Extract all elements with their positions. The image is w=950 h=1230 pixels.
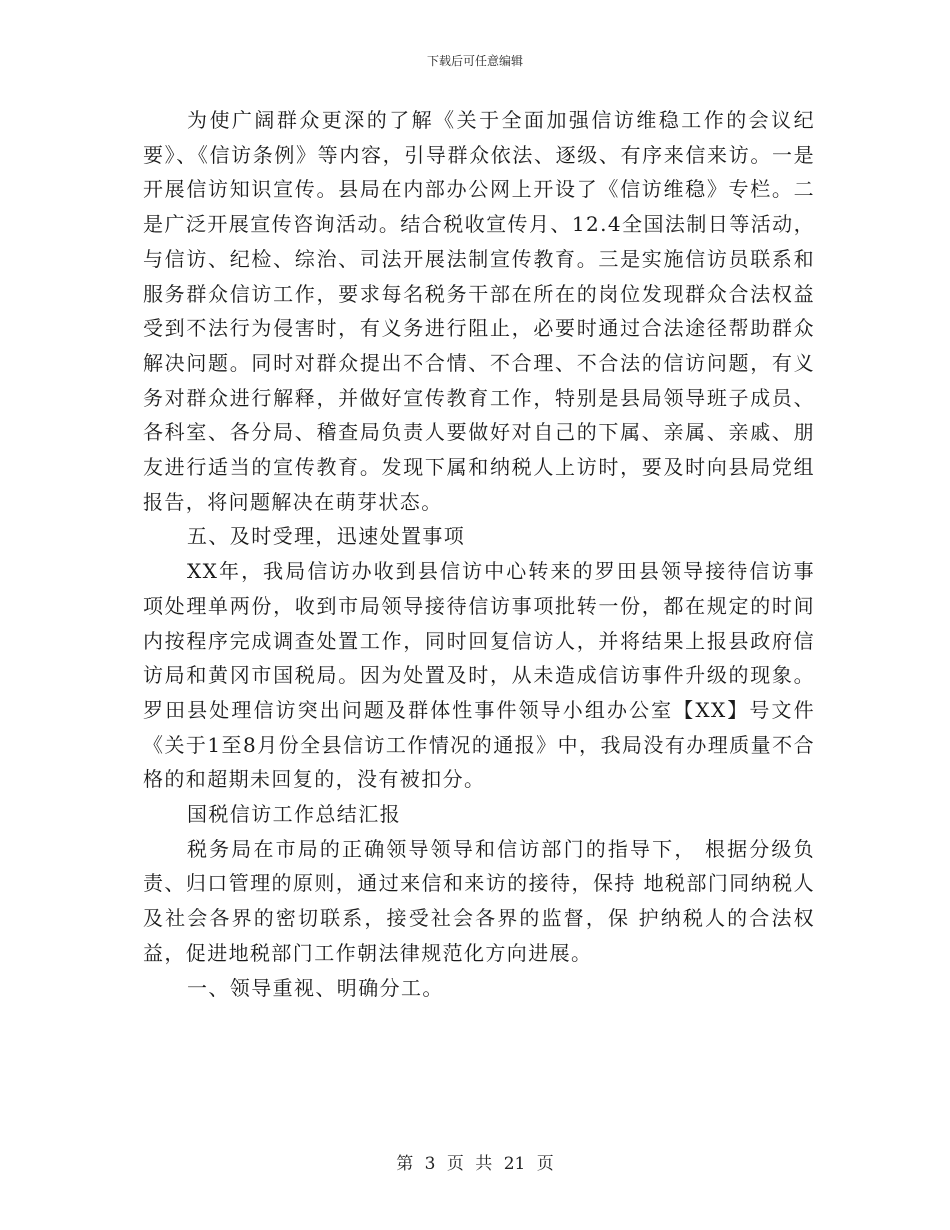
document-subtitle: 国税信访工作总结汇报 <box>187 802 401 827</box>
paragraph-handling: XX年，我局信访办收到县信访中心转来的罗田县领导接待信访事项处理单两份，收到市局领导接待信访事项批转一份，都在规定的时间内按程序完成调查处置工作，同时回复信访人，并将结果上报县政府信访局和黄冈市国税局。因为处置及时，从未造成信访事件升级的现象。罗田县处理信访突出问题及群体性事件领导小组办公室【XX】号文件《关于1至8月份全县信访工作情况的通报》中，我局没有办理质量不合格的和超期未回复的，没有被扣分。 <box>143 559 815 792</box>
document-body <box>143 103 815 1005</box>
page-number: 第 3 页 共 21 页 <box>396 1154 554 1174</box>
paragraph-publicity: 为使广阔群众更深的了解《关于全面加强信访维稳工作的会议纪要》、《信访条例》等内容，引导群众依法、逐级、有序来信来访。一是开展信访知识宣传。县局在内部办公网上开设了《信访维稳》专栏。二是广泛开展宣传咨询活动。结合税收宣传月、12.4全国法制日等活动，与信访、纪检、综治、司法开展法制宣传教育。三是实施信访员联系和服务群众信访工作，要求每名税务干部在所在的岗位发现群众合法权益受到不法行为侵害时，有义务进行阻止，必要时通过合法途径帮助群众解决问题。同时对群众提出不合情、不合理、不合法的信访问题，有义务对群众进行解释，并做好宣传教育工作，特别是县局领导班子成员、各科室、各分局、稽查局负责人要做好对自己的下属、亲属、亲戚、朋友进行适当的宣传教育。发现下属和纳税人上访时，要及时向县局党组报告，将问题解决在萌芽状态。 <box>143 108 815 514</box>
page-header-note: 下载后可任意编辑 <box>426 54 523 68</box>
paragraph-intro: 税务局在市局的正确领导领导和信访部门的指导下， 根据分级负责、归口管理的原则，通过来信和来访的接待，保持 地税部门同纳税人及社会各界的密切联系，接受社会各界的监督，保 护纳税人的合法权益，促进地税部门工作朝法律规范化方向进展。 <box>143 836 815 965</box>
section-heading-one: 一、领导重视、明确分工。 <box>187 975 444 1000</box>
section-heading-five: 五、及时受理，迅速处置事项 <box>187 524 466 549</box>
